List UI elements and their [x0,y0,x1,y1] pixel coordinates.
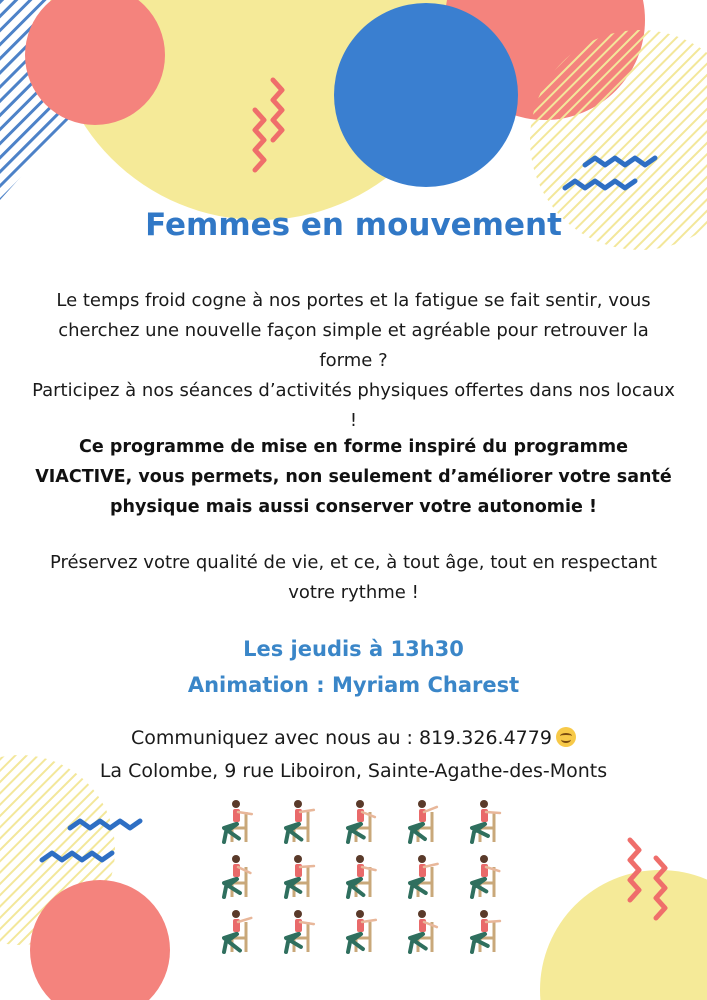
exercise-figure [348,855,376,897]
intro-paragraph: Le temps froid cogne à nos portes et la fatigue se fait sentir, vous cherchez une nouvelle façon simple et agréable pour retrouver la forme ? [56,290,651,371]
exercise-figure [410,800,437,842]
exercise-figure [224,910,251,952]
exercise-figure [410,855,438,897]
chair-exercise-illustration [210,790,510,960]
exercise-figure [286,800,314,842]
exercise-figure [348,800,375,842]
top-blue-circle [334,3,518,187]
exercise-figure [410,910,437,952]
smiling-face-icon [556,727,576,747]
exercise-figure [472,910,500,952]
bottom-right-yellow-circle [540,870,707,1000]
program-paragraph: Ce programme de mise en forme inspiré du programme VIACTIVE, vous permets, non seulement d’améliorer votre santé physique mais aussi conserver votre autonomie ! [35,437,672,517]
exercise-figure [348,910,376,952]
quality-of-life-paragraph: Préservez votre qualité de vie, et ce, à tout âge, tout en respectant votre rythme ! [49,552,658,603]
schedule-text: Les jeudis à 13h30 [243,637,464,661]
exercise-figure [286,855,314,897]
address-line: La Colombe, 9 rue Liboiron, Sainte-Agathe-des-Monts [99,760,608,782]
contact-text: Communiquez avec nous au : 819.326.4779 [131,727,552,749]
contact-line [0,727,707,749]
exercise-figure [286,910,314,952]
animator-text: Animation : Myriam Charest [187,673,520,697]
exercise-figure [472,855,499,897]
exercise-figure [224,855,250,897]
exercise-figure [224,800,252,842]
invitation-paragraph: Participez à nos séances d’activités physiques offertes dans nos locaux ! [32,380,675,431]
exercise-figure [472,800,500,842]
poster-title: Femmes en mouvement [145,207,562,243]
